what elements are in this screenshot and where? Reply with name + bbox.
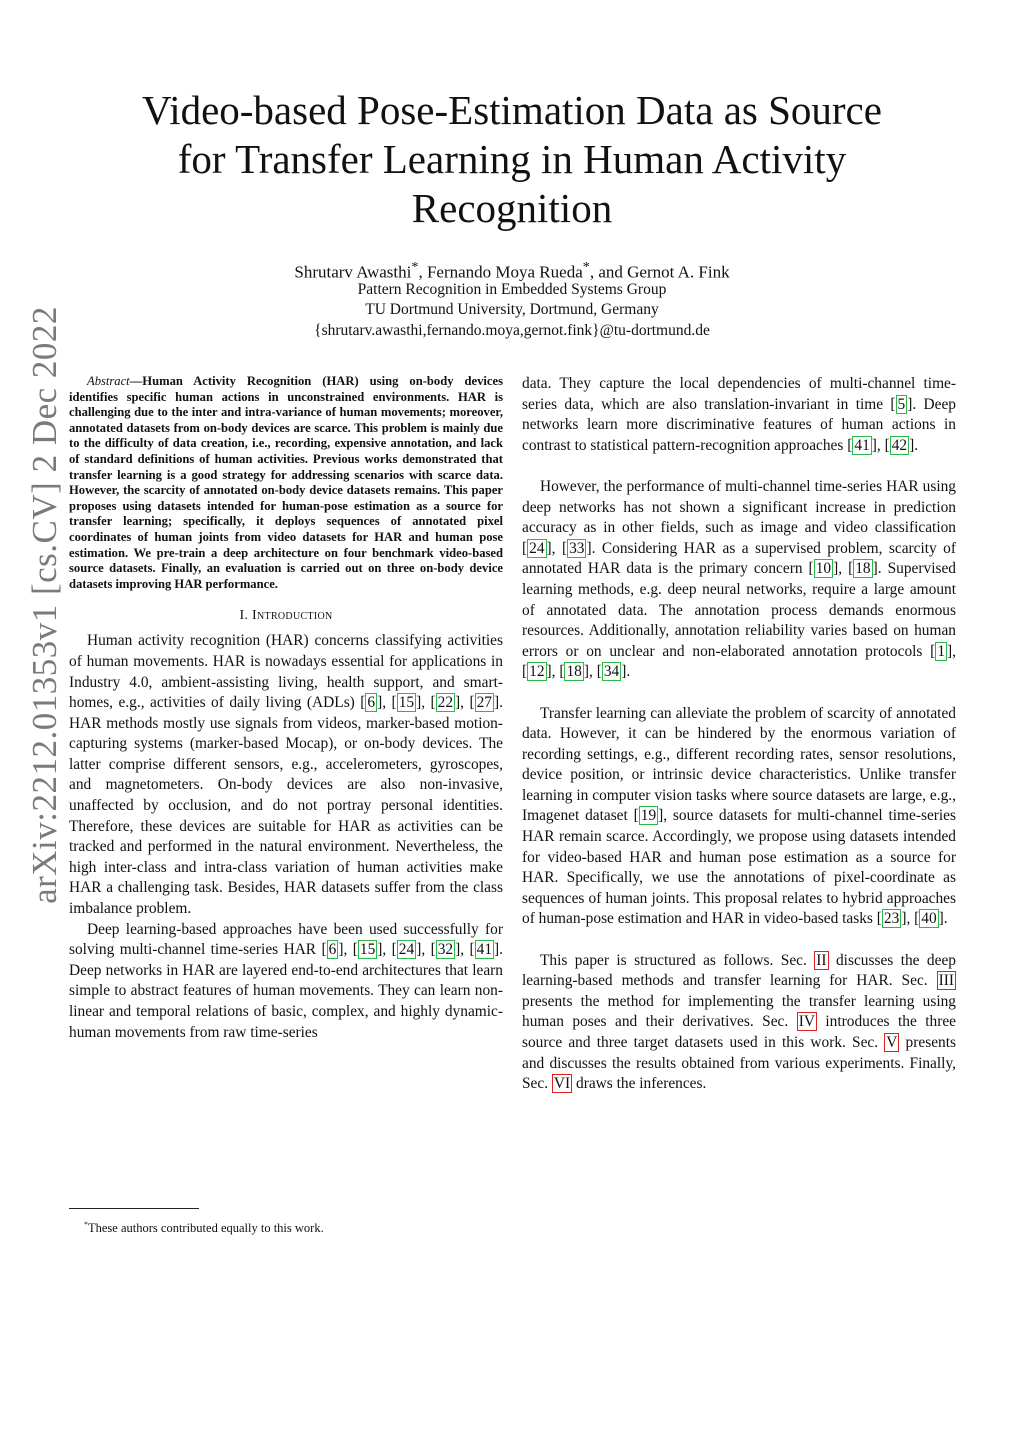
title-line: Recognition — [411, 185, 613, 231]
abstract-text: Human Activity Recognition (HAR) using on-body devices identifies specific human actions in unconstrained environments. HAR is challenging due to the inter and intra-variance of human movements; moreover, annotated datasets from on-body devices are scarce. This problem is mainly due to the difficulty of data creation, i.e., recording, expensive annotation, and lack of standard definitions of human activities. Previous works demonstrated that transfer learning is a good strategy for addressing scenarios with scarce data. However, the scarcity of annotated on-body device datasets remains. This paper proposes using datasets intended for human-pose estimation as a source for transfer learning; specifically, it deploys sequences of annotated pixel coordinates of human joints from video datasets for HAR and human pose estimation. We pre-train a deep architecture on four benchmark video-based source datasets. Finally, an evaluation is carried out on three on-body device datasets improving HAR performance. — [69, 374, 503, 591]
right-column — [522, 374, 956, 1095]
paragraph: Deep learning-based approaches have been used successfully for solving multi-channel time-series HAR [ 6 ], [ 15 ], [ 24 ], [ 32 ], [ 41 ]. Deep networks in HAR are layered end-to-end architectures that learn simple to abstract features of human movements. They can learn non-linear and temporal relations of basic, complex, and highly dynamic-human movements from raw time-series — [69, 920, 504, 1041]
citation-link[interactable]: 5 — [897, 395, 906, 413]
arxiv-stamp-text: arXiv:2212.01353v1 [cs.CV] 2 Dec 2022 — [25, 306, 65, 904]
section-link[interactable]: II — [816, 951, 827, 969]
citation-link[interactable]: 24 — [398, 941, 415, 959]
left-column — [69, 374, 503, 1043]
equal-contribution-mark: * — [582, 259, 590, 275]
citation-link[interactable]: 24 — [529, 539, 545, 557]
footnote: *These authors contributed equally to this work. — [84, 1220, 324, 1236]
citation-link[interactable]: 41 — [476, 941, 493, 959]
paragraph: Transfer learning can alleviate the problem of scarcity of annotated data. However, it can be hindered by the enormous variation of recording settings, e.g., different recording rates, sensor resolutions, device position, or intrinsic device characteristics. Unlike transfer learning in computer vision tasks where source datasets are large, e.g., Imagenet dataset [ 19 ], source datasets for multi-channel time-series HAR remain scarce. Accordingly, we propose using datasets intended for video-based HAR and human pose estimation as a source for HAR. Specifically, we use the annotations of pixel-coordinate as sequences of human joints. This proposal relates to hybrid approaches of human-pose estimation and HAR in video-based tasks [ 23 ], [ 40 ]. — [522, 704, 956, 928]
paper-title — [80, 86, 944, 233]
citation-link[interactable]: 23 — [883, 910, 900, 928]
affiliation-university: TU Dortmund University, Dortmund, Germany — [365, 301, 659, 318]
affiliation-group: Pattern Recognition in Embedded Systems Group — [357, 281, 667, 298]
citation-link[interactable]: 18 — [855, 560, 871, 578]
citation-link[interactable]: 40 — [921, 910, 937, 928]
author-list: Shrutarv Awasthi*, Fernando Moya Rueda*, and Gernot A. Fink — [294, 259, 730, 282]
section-link[interactable]: IV — [798, 1013, 815, 1031]
paragraph: However, the performance of multi-channel time-series HAR using deep networks has not shown a significant increase in prediction accuracy as in other fields, such as image and video classification [ 24 ], [ 33 ]. Considering HAR as a supervised problem, scarcity of annotated HAR data is the primary concern [ 10 ], [ 18 ]. Supervised learning methods, e.g. deep neural networks, require a large amount of annotated data. The annotation process demands enormous resources. Additionally, annotation reliability varies based on human errors or on unclear and non-elaborated annotation protocols [ 1 ], [ 12 ], [ 18 ], [ 34 ]. — [522, 477, 956, 681]
citation-link[interactable]: 12 — [529, 663, 545, 681]
citation-link[interactable]: 41 — [854, 436, 870, 454]
citation-link[interactable]: 15 — [398, 694, 415, 712]
citation-link[interactable]: 34 — [603, 663, 620, 681]
citation-link[interactable]: 18 — [566, 663, 582, 681]
footnote-rule — [69, 1208, 199, 1209]
author-name: Shrutarv Awasthi — [294, 262, 412, 282]
section-heading-introduction: I. Introduction — [239, 608, 333, 624]
arxiv-stamp — [14, 170, 76, 1040]
abstract: Abstract—Human Activity Recognition (HAR) using on-body devices identifies specific human actions in unconstrained environments. HAR is challenging due to the inter and intra-variance of human movements; moreover, annotated datasets from on-body devices are scarce. This problem is mainly due to the difficulty of data creation, i.e., recording, expensive annotation, and lack of standard definitions of human activities. Previous works demonstrated that transfer learning is a good strategy for addressing scenarios with scarce data. However, the scarcity of annotated on-body device datasets remains. This paper proposes using datasets intended for human-pose estimation as a source for transfer learning; specifically, it deploys sequences of annotated pixel coordinates of human joints from video datasets for HAR and human pose estimation. We pre-train a deep architecture on four benchmark video-based source datasets. Finally, an evaluation is carried out on three on-body device datasets improving HAR performance. — [69, 374, 503, 591]
citation-link[interactable]: 6 — [367, 694, 376, 712]
citation-link[interactable]: 1 — [937, 642, 946, 660]
author-name: and Gernot A. Fink — [598, 262, 730, 282]
author-name: Fernando Moya Rueda — [426, 262, 583, 282]
citation-link[interactable]: 42 — [891, 436, 908, 454]
paragraph: This paper is structured as follows. Sec. II discusses the deep learning-based methods and transfer learning for HAR. Sec. III presents the method for implementing the transfer learning using human poses and their derivatives. Sec. IV introduces the three source and three target datasets used in this work. Sec. V presents and discusses the results obtained from various experiments. Finally, Sec. VI draws the inferences. — [522, 951, 956, 1093]
citation-link[interactable]: 10 — [815, 560, 832, 578]
citation-link[interactable]: 33 — [569, 539, 585, 557]
section-link[interactable]: III — [938, 972, 954, 990]
title-line: for Transfer Learning in Human Activity — [177, 136, 847, 182]
citation-link[interactable]: 19 — [640, 807, 657, 825]
abstract-label: Abstract — [87, 374, 130, 388]
citation-link[interactable]: 6 — [328, 941, 337, 959]
section-link[interactable]: VI — [553, 1075, 571, 1093]
citation-link[interactable]: 27 — [476, 694, 492, 712]
citation-link[interactable]: 32 — [437, 941, 454, 959]
equal-contribution-mark: * — [411, 259, 419, 275]
paragraph: Human activity recognition (HAR) concerns classifying activities of human movements. HAR is nowadays essential for applications in Industry 4.0, ambient-assisting living, health support, and smart-homes, e.g., activities of daily living (ADLs) [ 6 ], [ 15 ], [ 22 ], [ 27 ]. HAR methods mostly use signals from videos, marker-based motion-capturing systems (marker-based Mocap), or on-body devices. The latter comprise different sensors, e.g., accelerometers, gyroscopes, and magnetometers. On-body devices are also non-invasive, unaffected by occlusion, and do not portray personal identities. Therefore, these devices are suitable for HAR as activities can be tracked and performed in the natural environment. Nevertheless, the high inter-class and intra-class variation of human activities make HAR a challenging task. Besides, HAR datasets suffer from the class imbalance problem. — [69, 632, 503, 918]
section-link[interactable]: V — [886, 1034, 898, 1051]
paragraph: data. They capture the local dependencies of multi-channel time-series data, which are also translation-invariant in time [ 5 ]. Deep networks learn more discriminative features of human actions in contrast to statistical pattern-recognition approaches [ 41 ], [ 42 ]. — [522, 375, 956, 454]
citation-link[interactable]: 22 — [437, 694, 454, 712]
author-emails: {shrutarv.awasthi,fernando.moya,gernot.fink}@tu-dortmund.de — [314, 322, 710, 339]
title-line: Video-based Pose-Estimation Data as Source — [142, 87, 882, 133]
citation-link[interactable]: 15 — [359, 941, 376, 959]
